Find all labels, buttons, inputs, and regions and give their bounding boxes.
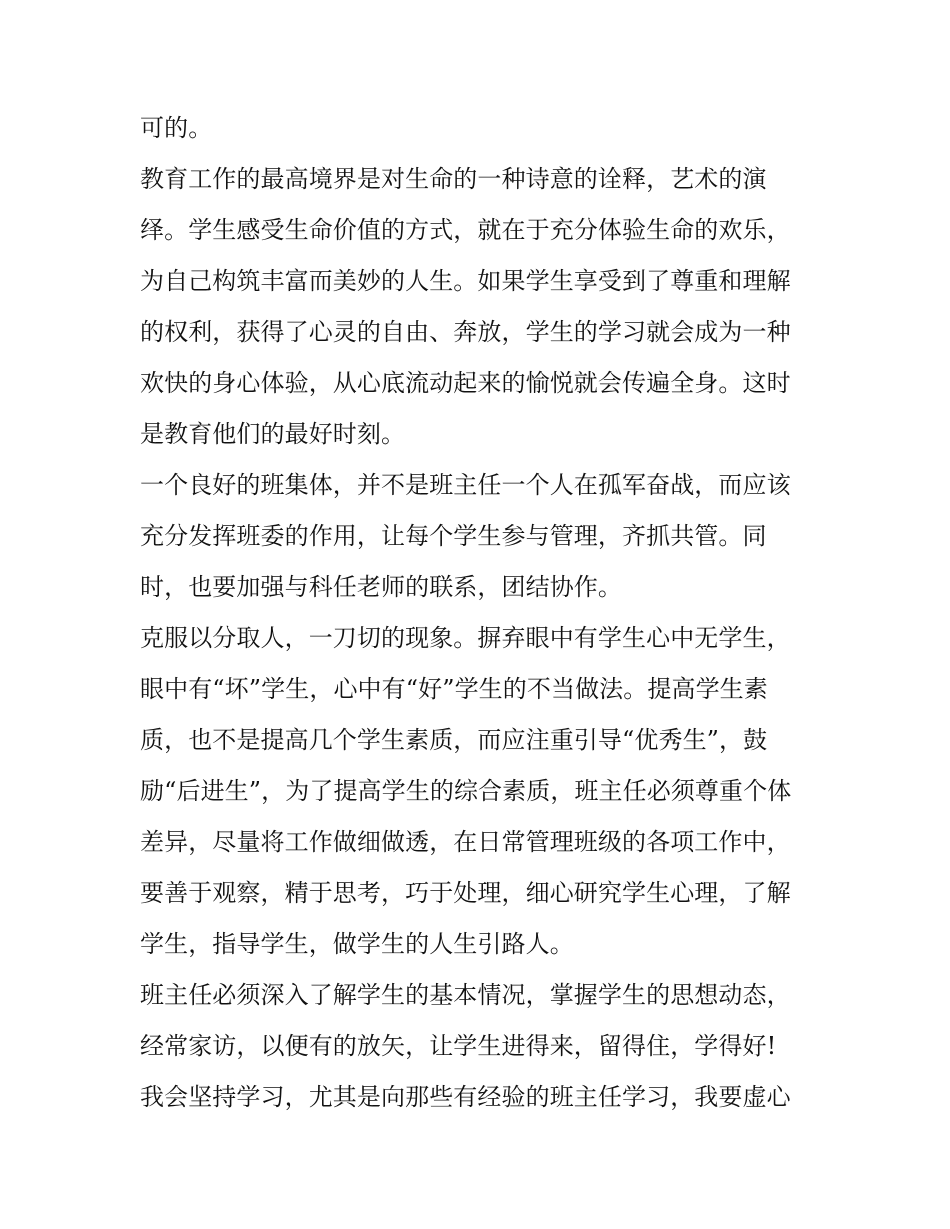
text-line: 学生，指导学生，做学生的人生引路人。 xyxy=(140,930,574,958)
text-line: 我会坚持学习，尤其是向那些有经验的班主任学习，我要虚心 xyxy=(140,1083,791,1111)
text-line: 眼中有“坏”学生，心中有“好”学生的不当做法。提高学生素 xyxy=(140,675,768,703)
text-line: 要善于观察，精于思考，巧于处理，细心研究学生心理，了解 xyxy=(140,879,791,907)
document-body xyxy=(140,103,830,1123)
text-line: 经常家访，以便有的放矢，让学生进得来，留得住，学得好! xyxy=(140,1032,777,1060)
text-line: 差异，尽量将工作做细做透，在日常管理班级的各项工作中， xyxy=(140,828,791,856)
text-line: 可的。 xyxy=(140,114,213,142)
text-line: 班主任必须深入了解学生的基本情况，掌握学生的思想动态， xyxy=(140,981,791,1009)
text-line: 时，也要加强与科任老师的联系，团结协作。 xyxy=(140,573,622,601)
text-line: 充分发挥班委的作用，让每个学生参与管理，齐抓共管。同 xyxy=(140,522,767,550)
text-line: 是教育他们的最好时刻。 xyxy=(140,420,406,448)
text-line: 的权利，获得了心灵的自由、奔放，学生的学习就会成为一种 xyxy=(140,318,791,346)
text-line: 质，也不是提高几个学生素质，而应注重引导“优秀生”，鼓 xyxy=(140,726,768,754)
text-line: 一个良好的班集体，并不是班主任一个人在孤军奋战，而应该 xyxy=(140,471,791,499)
text-line: 教育工作的最高境界是对生命的一种诗意的诠释，艺术的演 xyxy=(140,165,767,193)
text-line: 为自己构筑丰富而美妙的人生。如果学生享受到了尊重和理解 xyxy=(140,267,791,295)
text-line: 克服以分取人，一刀切的现象。摒弃眼中有学生心中无学生， xyxy=(140,624,791,652)
text-line: 励“后进生”，为了提高学生的综合素质，班主任必须尊重个体 xyxy=(140,777,792,805)
text-line: 绎。学生感受生命价值的方式，就在于充分体验生命的欢乐， xyxy=(140,216,791,244)
text-line: 欢快的身心体验，从心底流动起来的愉悦就会传遍全身。这时 xyxy=(140,369,791,397)
